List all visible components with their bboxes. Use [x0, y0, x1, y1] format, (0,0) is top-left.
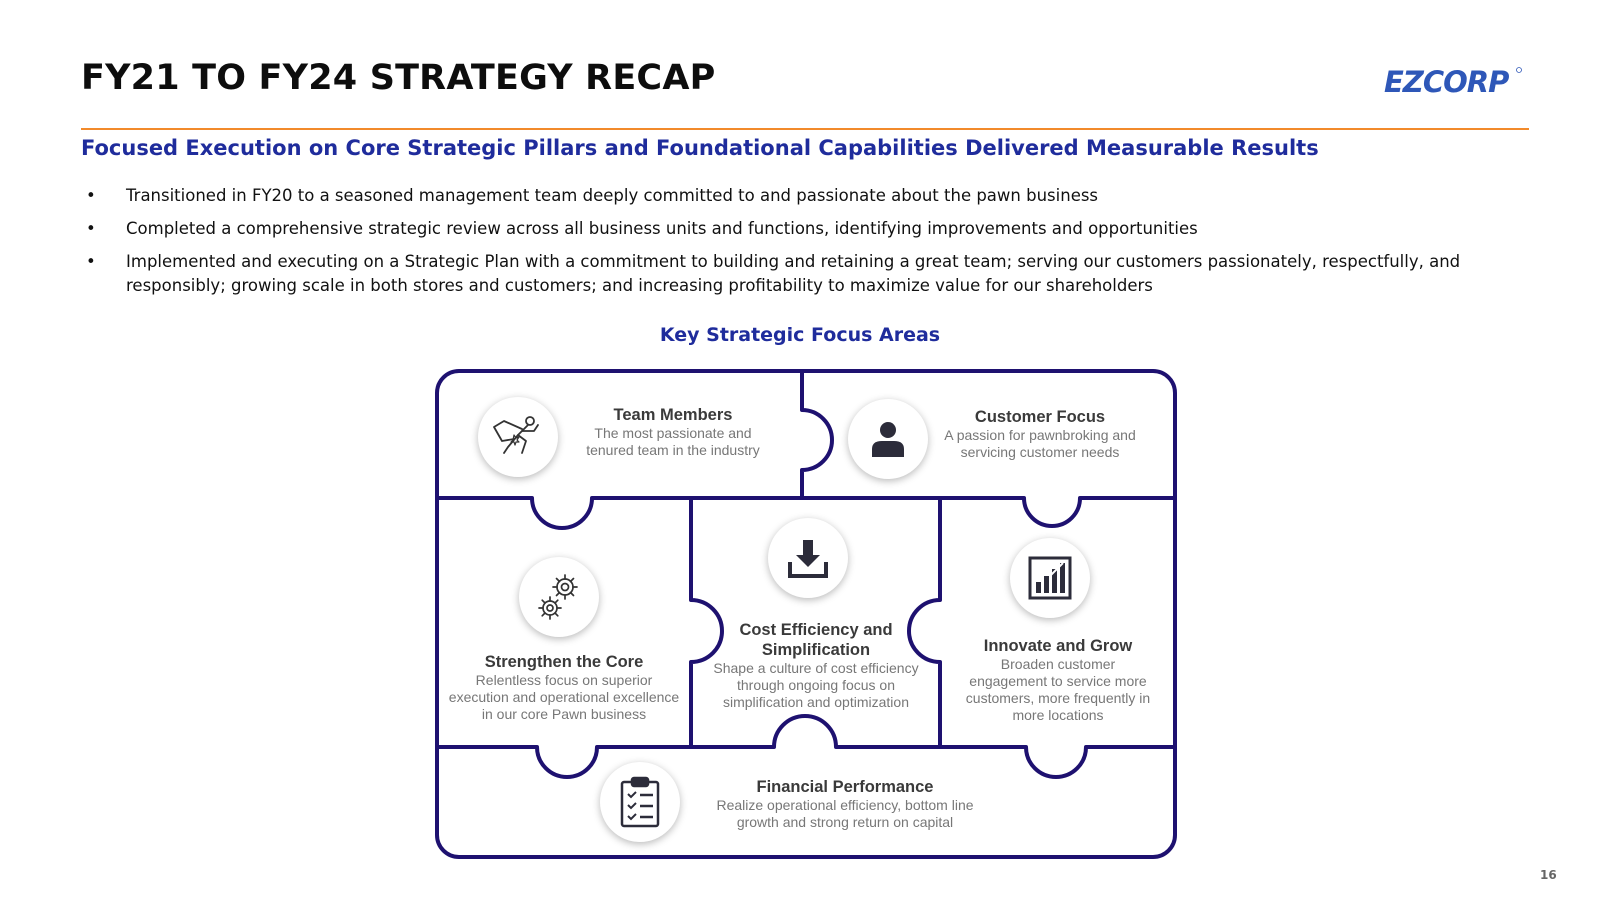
pillar-desc-line: Realize operational efficiency, bottom line [716, 797, 974, 813]
bullet-text: Completed a comprehensive strategic review across all business units and functions, identifying improvements and opportunities [126, 219, 1198, 238]
bullet-symbol: • [86, 219, 96, 238]
pillar-customer-focus [930, 407, 1150, 461]
customer-icon-circle [848, 399, 928, 479]
pillar-team-members [568, 405, 778, 459]
pillar-desc-line: customers, more frequently in [965, 690, 1151, 706]
pillar-heading: Simplification [761, 641, 871, 659]
cost-icon-circle [768, 518, 848, 598]
bar-chart-icon [1027, 555, 1073, 601]
page-title: FY21 TO FY24 STRATEGY RECAP [81, 58, 716, 98]
pillar-innovate-grow [944, 636, 1172, 724]
pillar-heading: Team Members [613, 406, 733, 424]
pillar-desc-line: The most passionate and [594, 425, 752, 441]
clipboard-icon [618, 776, 662, 828]
pillar-desc-line: A passion for pawnbroking and [944, 427, 1136, 443]
page-number: 16 [1540, 868, 1557, 882]
bullet-text: Transitioned in FY20 to a seasoned management team deeply committed to and passionate about the pawn business [126, 186, 1099, 205]
pillar-heading: Strengthen the Core [484, 653, 644, 671]
focus-areas-title: Key Strategic Focus Areas [659, 324, 941, 346]
page-subtitle: Focused Execution on Core Strategic Pillars and Foundational Capabilities Delivered Measurable Results [81, 136, 1319, 160]
pillar-heading: Customer Focus [974, 408, 1106, 426]
pillar-desc-line: Shape a culture of cost efficiency [713, 660, 919, 676]
person-icon [868, 419, 908, 459]
superhero-icon [492, 411, 544, 463]
pillar-strengthen-core [441, 652, 687, 723]
pillar-desc-line: execution and operational excellence [448, 689, 680, 705]
pillar-desc-line: tenured team in the industry [586, 442, 760, 458]
pillar-financial-performance [700, 777, 990, 831]
pillar-desc-line: Relentless focus on superior [475, 672, 653, 688]
pillar-heading: Cost Efficiency and [739, 621, 893, 639]
bullet-text: Implemented and executing on a Strategic Plan with a commitment to building and retaining a great team; serving our customers passionately, respectfully, and responsibly; growing scale in both stores and customers; and increasing profitability to maximize value for our shareholders [126, 252, 1461, 295]
pillar-cost-efficiency [696, 620, 936, 711]
pillar-desc-line: Broaden customer [1000, 656, 1116, 672]
puzzle-divider-top [802, 371, 832, 498]
download-icon [786, 536, 830, 580]
pillar-desc-line: servicing customer needs [960, 444, 1120, 460]
pillar-desc-line: engagement to service more [969, 673, 1147, 689]
core-icon-circle [519, 557, 599, 637]
pillar-heading: Financial Performance [756, 778, 934, 796]
pillar-desc-line: simplification and optimization [723, 694, 909, 710]
pillar-heading: Innovate and Grow [983, 637, 1133, 655]
gears-icon [535, 571, 583, 623]
svg-text:EZCORP: EZCORP [1384, 65, 1509, 99]
financial-icon-circle [600, 762, 680, 842]
team-icon-circle [478, 397, 558, 477]
pillar-desc-line: through ongoing focus on [736, 677, 895, 693]
pillar-desc-line: growth and strong return on capital [736, 814, 954, 830]
puzzle-divider-lower [437, 716, 1175, 777]
bullet-symbol: • [86, 186, 96, 205]
innovate-icon-circle [1010, 538, 1090, 618]
bullet-symbol: • [86, 252, 96, 271]
pillar-desc-line: in our core Pawn business [481, 706, 647, 722]
pillar-desc-line: more locations [1012, 707, 1104, 723]
